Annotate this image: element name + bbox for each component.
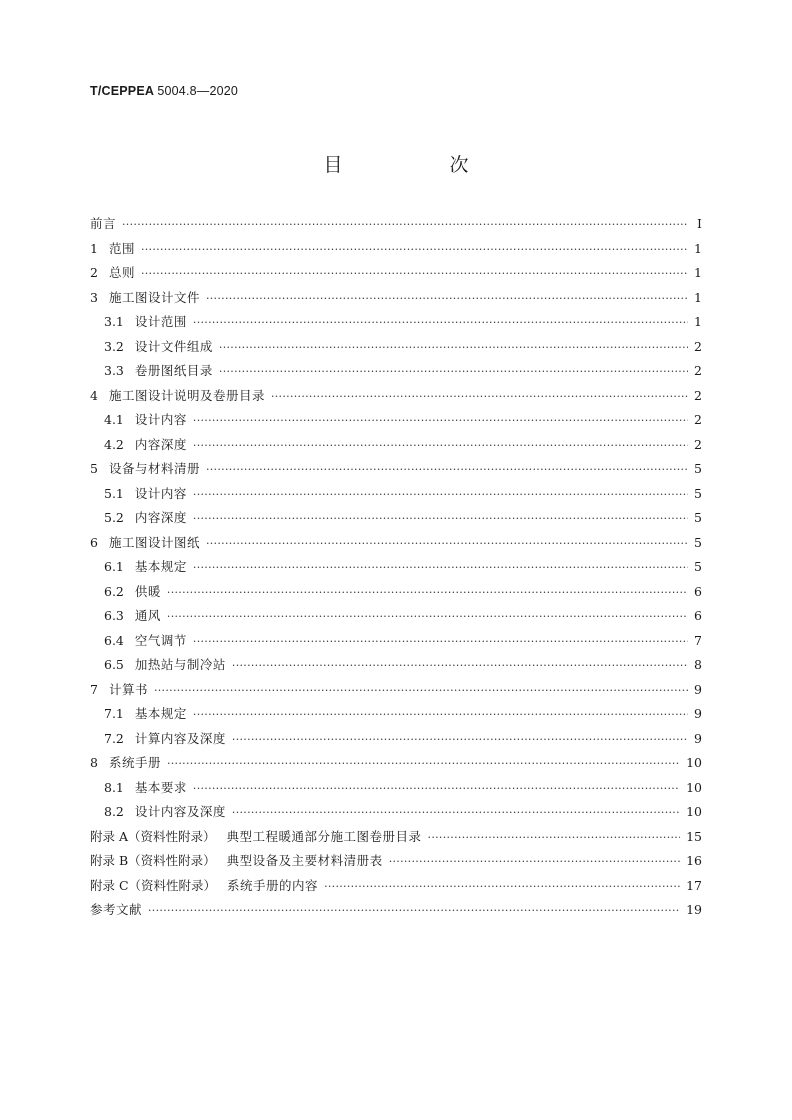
toc-entry[interactable] (90, 827, 702, 852)
toc-entry-number: 6.3 (104, 608, 124, 623)
toc-entry-label: 典型工程暖通部分施工图卷册目录 (226, 828, 422, 844)
toc-entry-number: 7 (90, 681, 98, 697)
toc-entry[interactable] (90, 312, 702, 337)
toc-entry-page: 5 (694, 534, 702, 550)
toc-entry[interactable] (90, 533, 702, 558)
toc-leader-dots (167, 755, 680, 770)
toc-entry-number: 附录 A（资料性附录） (90, 828, 216, 844)
toc-entry-number: 6.2 (104, 583, 124, 599)
toc-entry-page: 2 (694, 436, 702, 452)
toc-entry-number: 附录 C（资料性附录） (90, 877, 217, 893)
toc-leader-dots (206, 535, 688, 550)
toc-entry-page: 1 (694, 314, 702, 329)
table-of-contents (90, 214, 702, 925)
document-code (90, 84, 238, 98)
toc-entry-number: 5 (90, 461, 98, 476)
toc-entry-page: 9 (694, 730, 702, 746)
toc-entry-page: 9 (694, 706, 702, 721)
toc-entry-label: 设计内容及深度 (134, 804, 226, 819)
toc-entry-label: 内容深度 (134, 510, 187, 525)
toc-entry-label: 参考文献 (90, 902, 143, 917)
toc-entry-page: I (697, 216, 702, 231)
toc-entry[interactable] (90, 778, 702, 803)
toc-entry-label: 计算书 (108, 681, 148, 697)
toc-entry[interactable] (90, 239, 702, 264)
toc-leader-dots (428, 829, 681, 844)
toc-leader-dots (324, 878, 680, 893)
toc-leader-dots (206, 290, 688, 305)
toc-entry-page: 10 (686, 804, 702, 819)
toc-entry-label: 基本要求 (134, 779, 187, 795)
toc-entry[interactable] (90, 557, 702, 582)
toc-entry-page: 17 (686, 877, 702, 893)
toc-leader-dots (141, 265, 688, 280)
toc-entry-page: 19 (686, 902, 702, 917)
toc-entry-number: 6 (90, 534, 98, 550)
toc-entry-label: 范围 (108, 240, 135, 256)
toc-entry[interactable] (90, 288, 702, 313)
toc-entry-label: 前言 (90, 216, 117, 231)
toc-entry[interactable] (90, 508, 702, 533)
toc-entry[interactable] (90, 582, 702, 607)
toc-entry[interactable] (90, 851, 702, 876)
toc-entry-page: 1 (694, 265, 702, 280)
toc-leader-dots (148, 902, 680, 917)
toc-entry-page: 10 (686, 779, 702, 795)
toc-entry-page: 7 (694, 632, 702, 648)
toc-entry-number: 8 (90, 755, 98, 770)
toc-entry-number: 3.3 (104, 363, 124, 378)
toc-leader-dots (193, 706, 688, 721)
document-code-prefix: T/CEPPEA (90, 84, 154, 98)
toc-entry-number: 4.2 (104, 436, 124, 452)
toc-entry-label: 内容深度 (134, 436, 187, 452)
toc-entry-number: 7.2 (104, 730, 124, 746)
toc-entry-label: 施工图设计文件 (108, 289, 200, 305)
toc-entry-page: 5 (694, 461, 702, 476)
toc-entry-label: 计算内容及深度 (134, 730, 226, 746)
toc-leader-dots (193, 633, 688, 648)
toc-entry-label: 系统手册 (108, 755, 161, 770)
toc-entry[interactable] (90, 655, 702, 680)
toc-entry[interactable] (90, 876, 702, 901)
toc-entry-page: 2 (694, 338, 702, 354)
toc-entry-label: 基本规定 (134, 706, 187, 721)
toc-entry[interactable] (90, 802, 702, 827)
toc-leader-dots (122, 216, 688, 231)
toc-entry-label: 基本规定 (134, 559, 187, 574)
toc-entry[interactable] (90, 680, 702, 705)
toc-entry-page: 1 (694, 240, 702, 256)
toc-entry-label: 施工图设计图纸 (108, 534, 200, 550)
toc-entry-label: 设计内容 (134, 485, 187, 501)
toc-entry[interactable] (90, 753, 702, 778)
toc-entry-page: 16 (686, 853, 702, 868)
toc-leader-dots (193, 510, 688, 525)
toc-entry[interactable] (90, 606, 702, 631)
toc-entry-page: 6 (694, 608, 702, 623)
toc-leader-dots (193, 780, 680, 795)
toc-leader-dots (167, 584, 688, 599)
toc-entry-number: 5.2 (104, 510, 124, 525)
toc-entry-number: 8.2 (104, 804, 124, 819)
toc-entry-label: 加热站与制冷站 (134, 657, 226, 672)
toc-entry-label: 系统手册的内容 (227, 877, 319, 893)
toc-leader-dots (193, 437, 688, 452)
toc-entry-label: 通风 (134, 608, 161, 623)
toc-entry-number: 7.1 (104, 706, 124, 721)
toc-entry[interactable] (90, 900, 702, 925)
toc-entry-label: 设计文件组成 (134, 338, 213, 354)
toc-leader-dots (193, 314, 688, 329)
toc-entry[interactable] (90, 337, 702, 362)
toc-entry-label: 典型设备及主要材料清册表 (226, 853, 383, 868)
toc-entry-page: 2 (694, 412, 702, 427)
toc-entry-page: 9 (694, 681, 702, 697)
toc-leader-dots (193, 486, 688, 501)
toc-entry-number: 8.1 (104, 779, 124, 795)
toc-leader-dots (219, 339, 688, 354)
toc-leader-dots (167, 608, 688, 623)
toc-entry-number: 1 (90, 240, 98, 256)
document-code-number: 5004.8—2020 (157, 84, 239, 98)
toc-entry[interactable] (90, 459, 702, 484)
toc-entry[interactable] (90, 435, 702, 460)
toc-entry-page: 10 (686, 755, 702, 770)
toc-entry-page: 2 (694, 363, 702, 378)
toc-leader-dots (219, 363, 688, 378)
toc-entry[interactable] (90, 484, 702, 509)
toc-entry-number: 4 (90, 387, 98, 403)
toc-entry-page: 15 (686, 828, 702, 844)
toc-entry[interactable] (90, 386, 702, 411)
toc-entry-page: 5 (694, 510, 702, 525)
toc-leader-dots (232, 804, 680, 819)
toc-entry-label: 设备与材料清册 (108, 461, 200, 476)
toc-entry[interactable] (90, 263, 702, 288)
toc-leader-dots (193, 412, 688, 427)
toc-entry-page: 5 (694, 485, 702, 501)
toc-entry[interactable] (90, 729, 702, 754)
toc-entry-number: 3 (90, 289, 98, 305)
toc-entry-page: 6 (694, 583, 702, 599)
toc-entry-label: 供暖 (134, 583, 161, 599)
toc-entry-label: 施工图设计说明及卷册目录 (108, 387, 265, 403)
toc-entry-number: 6.1 (104, 559, 124, 574)
toc-leader-dots (232, 731, 688, 746)
toc-entry-label: 设计内容 (134, 412, 187, 427)
toc-entry[interactable] (90, 704, 702, 729)
toc-entry-number: 6.5 (104, 657, 124, 672)
toc-entry[interactable] (90, 361, 702, 386)
toc-entry-page: 2 (694, 387, 702, 403)
toc-entry-label: 总则 (108, 265, 135, 280)
toc-entry-label: 卷册图纸目录 (134, 363, 213, 378)
toc-entry[interactable] (90, 631, 702, 656)
toc-entry-number: 4.1 (104, 412, 124, 427)
toc-entry-label: 空气调节 (134, 632, 187, 648)
toc-entry-number: 附录 B（资料性附录） (90, 853, 216, 868)
toc-entry-label: 设计范围 (134, 314, 187, 329)
toc-entry-number: 2 (90, 265, 98, 280)
toc-entry-page: 1 (694, 289, 702, 305)
toc-entry-number: 6.4 (104, 632, 124, 648)
toc-title: 目 次 (323, 154, 513, 176)
toc-entry-number: 3.2 (104, 338, 124, 354)
toc-entry-number: 5.1 (104, 485, 124, 501)
toc-leader-dots (389, 853, 680, 868)
toc-entry-page: 5 (694, 559, 702, 574)
toc-leader-dots (141, 241, 688, 256)
toc-leader-dots (271, 388, 688, 403)
toc-leader-dots (193, 559, 688, 574)
toc-entry[interactable] (90, 410, 702, 435)
toc-entry[interactable] (90, 214, 702, 239)
toc-entry-page: 8 (694, 657, 702, 672)
toc-leader-dots (206, 461, 688, 476)
toc-leader-dots (154, 682, 688, 697)
toc-entry-number: 3.1 (104, 314, 124, 329)
toc-leader-dots (232, 657, 688, 672)
